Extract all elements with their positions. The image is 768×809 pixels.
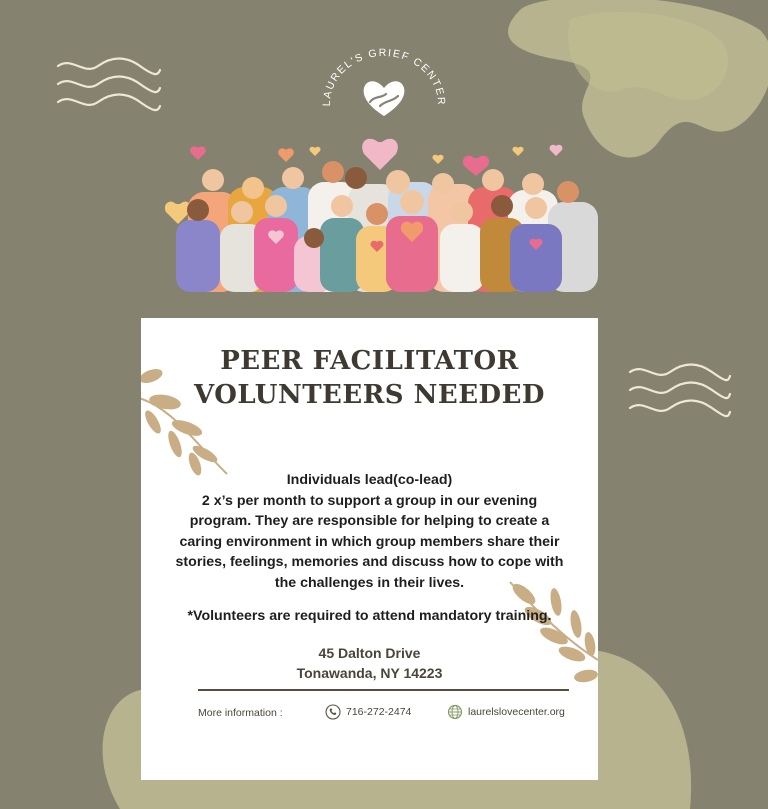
phone-contact[interactable] [325, 704, 411, 720]
website-contact[interactable] [447, 704, 565, 720]
divider [198, 689, 569, 691]
flyer-card [141, 318, 598, 780]
flyer-title [141, 344, 598, 412]
contact-footer [141, 704, 598, 724]
description-line: Individuals lead(co-lead) [286, 472, 453, 488]
description-line: 2 x’s per month to support a group in our evening [201, 492, 538, 509]
phone-number[interactable]: 716-272-2474 [346, 706, 412, 718]
title-line: VOLUNTEERS NEEDED [194, 380, 545, 410]
grief-center-logo [318, 42, 450, 122]
address-line: Tonawanda, NY 14223 [296, 665, 443, 681]
description-line: program. They are responsible for helping to create a [189, 513, 550, 530]
globe-icon [447, 704, 463, 720]
website-link[interactable]: laurelslovecenter.org [468, 706, 565, 718]
people-front-row [176, 216, 562, 292]
description-line: the challenges in their lives. [274, 574, 465, 591]
title-line: PEER FACILITATOR [220, 346, 519, 376]
heart-hands-icon [364, 81, 405, 116]
logo-text: LAUREL'S GRIEF CENTER [320, 46, 448, 107]
crowd-with-hearts-illustration [158, 132, 608, 292]
training-note: *Volunteers are required to attend mandatory training. [187, 608, 552, 624]
more-info-label: More information : [198, 707, 283, 719]
description-line: stories, feelings, memories and discuss how to cope with [175, 554, 564, 571]
address [141, 643, 598, 683]
description-line: caring environment in which group members share their [179, 533, 560, 550]
phone-icon [325, 704, 341, 720]
wave-lines-left [58, 59, 160, 111]
flyer-description [151, 470, 588, 594]
wave-lines-right [630, 365, 730, 417]
address-line: 45 Dalton Drive [318, 645, 421, 661]
